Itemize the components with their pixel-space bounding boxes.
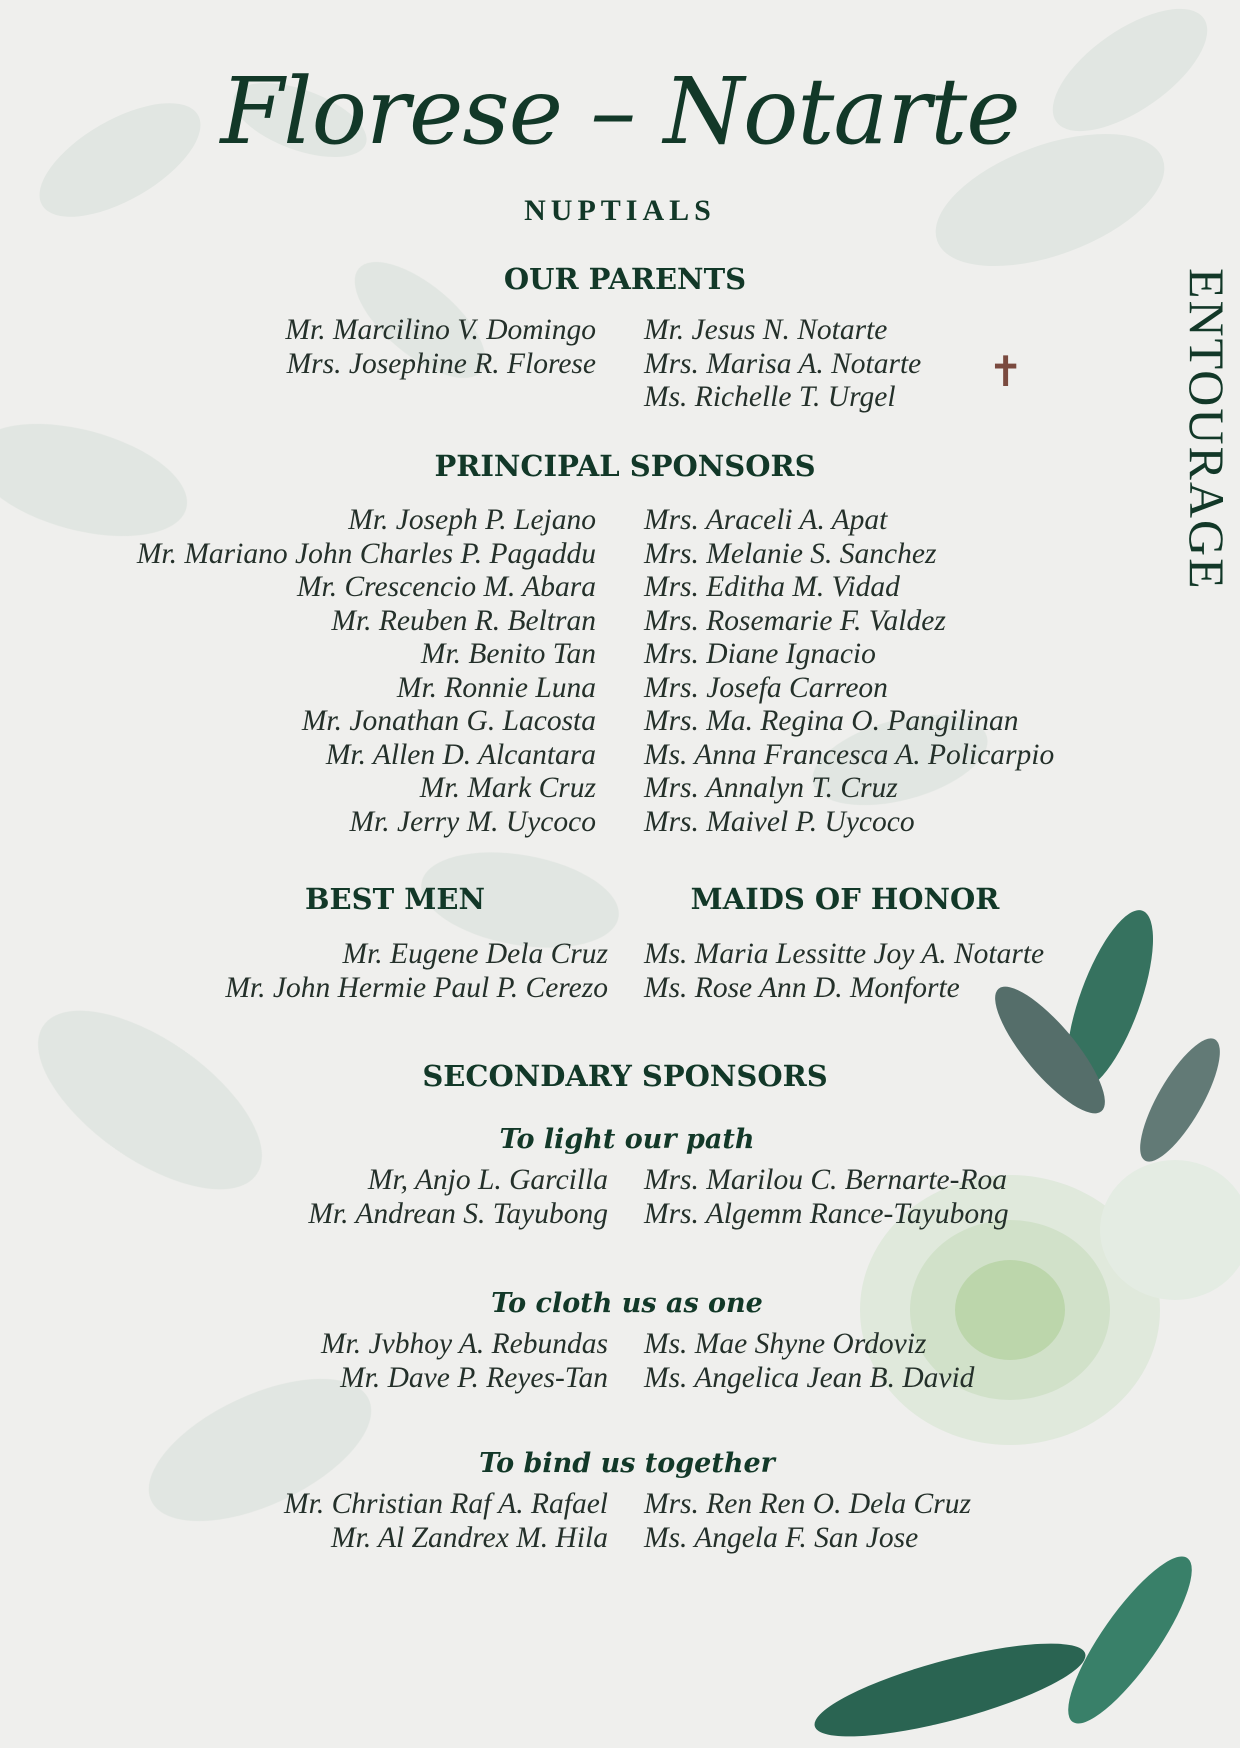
list-item: Ms. Richelle T. Urgel [644,381,896,413]
bind-left-column [284,1488,608,1555]
list-item: Mr. Joseph P. Lejano [348,504,596,536]
list-item: Mr. Crescencio M. Abara [296,571,596,603]
list-item: Ms. Rose Ann D. Monforte [644,971,960,1004]
list-item: Ms. Angelica Jean B. David [644,1361,975,1394]
list-item: Mrs. Diane Ignacio [644,638,876,670]
group-title-light: To light our path [499,1124,755,1155]
parents-right-column [644,314,921,415]
list-item: Mr. Ronnie Luna [396,671,596,704]
cross-icon: ✝ [988,347,1024,396]
list-item: Mr. Eugene Dela Cruz [342,938,608,970]
list-item: Mrs. Ren Ren O. Dela Cruz [644,1488,971,1520]
list-item: Mr. Allen D. Alcantara [325,738,596,771]
list-item: Mr. Al Zandrex M. Hila [331,1521,608,1554]
light-left-column [308,1164,608,1231]
list-item: Mr. Benito Tan [420,638,596,670]
list-item: Mrs. Melanie S. Sanchez [644,537,937,570]
principal-left-column [137,504,596,839]
nuptials-subtitle: NUPTIALS [524,194,716,227]
light-right-column [644,1164,1009,1231]
list-item: Mr. Christian Raf A. Rafael [284,1488,608,1520]
list-item: Mr. Mark Cruz [419,772,596,804]
list-item: Mr. Jvbhoy A. Rebundas [320,1328,608,1360]
list-item: Mr. John Hermie Paul P. Cerezo [225,971,608,1004]
entourage-side-label: ENTOURAGE [1179,268,1235,591]
list-item: Mrs. Annalyn T. Cruz [644,772,898,804]
list-item: Mr. Jesus N. Notarte [644,314,888,346]
list-item: Mrs. Marilou C. Bernarte-Roa [644,1164,1007,1196]
list-item: Ms. Maria Lessitte Joy A. Notarte [644,938,1045,970]
maids-of-honor-column [644,938,1044,1005]
rose-bouquet [807,900,1240,1748]
list-item: Mr. Jerry M. Uycoco [349,805,596,838]
group-title-bind: To bind us together [479,1448,775,1479]
best-men-heading: BEST MEN [305,882,485,916]
group-title-cloth: To cloth us as one [491,1288,763,1319]
bind-right-column [644,1488,971,1555]
list-item: Mrs. Araceli A. Apat [644,504,888,536]
list-item: Mr. Marcilino V. Domingo [285,314,596,346]
list-item: Mrs. Rosemarie F. Valdez [644,604,946,637]
list-item: Mrs. Josephine R. Florese [286,347,596,380]
parents-left-column [285,314,596,381]
list-item: Mrs. Maivel P. Uycoco [644,805,915,838]
list-item: Mr. Andrean S. Tayubong [308,1197,608,1230]
maids-of-honor-heading: MAIDS OF HONOR [690,882,1000,916]
list-item: Mrs. Editha M. Vidad [644,571,900,603]
list-item: Mrs. Algemm Rance-Tayubong [644,1197,1009,1230]
list-item: Ms. Angela F. San Jose [644,1521,919,1554]
principal-sponsors-heading: PRINCIPAL SPONSORS [434,449,816,483]
list-item: Ms. Anna Francesca A. Policarpio [644,738,1055,771]
parents-heading: OUR PARENTS [503,262,747,296]
couple-title: Florese – Notarte [220,58,1020,165]
list-item: Mr, Anjo L. Garcilla [367,1164,608,1196]
list-item: Mrs. Josefa Carreon [644,671,888,704]
list-item: Mr. Dave P. Reyes-Tan [340,1361,608,1394]
list-item: Mrs. Marisa A. Notarte [644,347,922,380]
list-item: Mr. Mariano John Charles P. Pagaddu [136,537,596,570]
list-item: Ms. Mae Shyne Ordoviz [644,1328,927,1360]
secondary-sponsors-heading: SECONDARY SPONSORS [422,1059,828,1093]
list-item: Mrs. Ma. Regina O. Pangilinan [644,705,1019,737]
list-item: Mr. Reuben R. Beltran [331,604,596,637]
cloth-left-column [321,1328,608,1395]
cloth-right-column [644,1328,974,1395]
list-item: Mr. Jonathan G. Lacosta [301,705,596,737]
best-men-column [225,938,608,1005]
principal-right-column [644,504,1054,839]
